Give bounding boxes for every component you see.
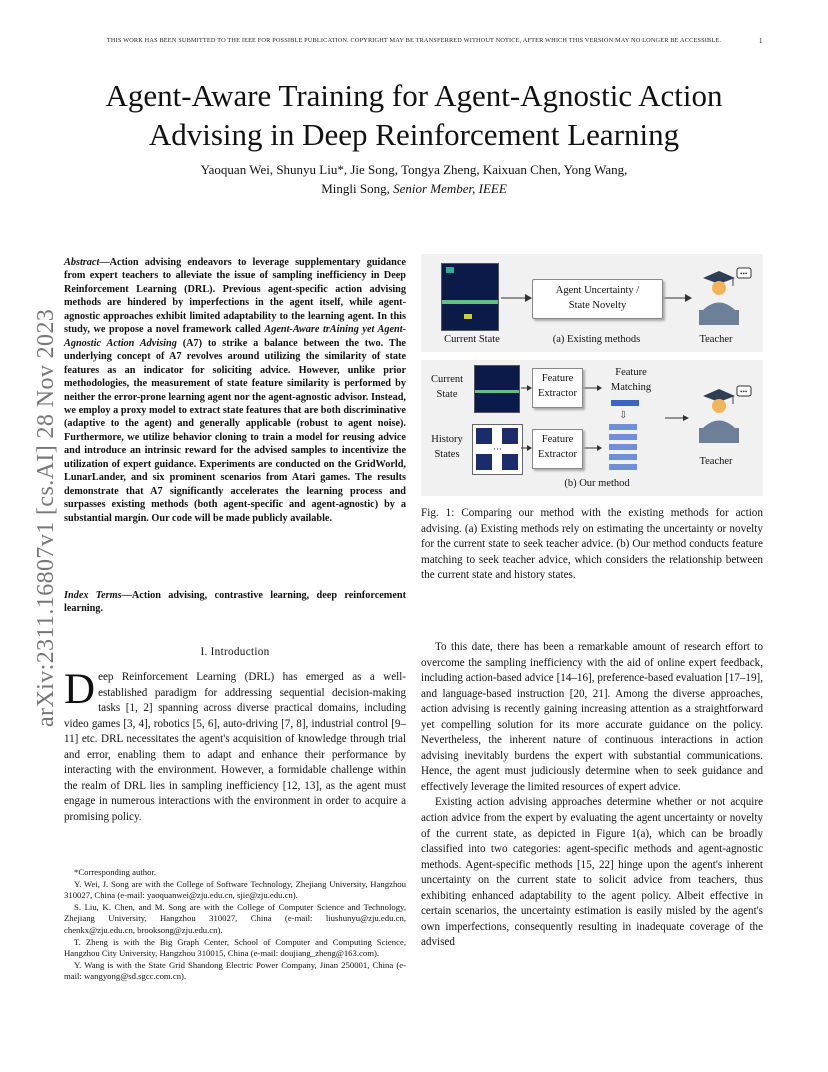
feature-extractor-box-2 (532, 429, 583, 469)
history-label-1: History (431, 434, 463, 445)
index-terms-text: —Action advising, contrastive learning, deep reinforcement learning. (64, 590, 407, 615)
figure-panel-existing (421, 254, 763, 352)
extractor-label-2: Extractor (537, 388, 578, 399)
drop-cap: D (64, 666, 96, 713)
intro-text: eep Reinforcement Learning (DRL) has emerged as a well-established paradigm for addressing sequential decision-making tasks [1, 2] spanning across diverse practical domains, including video games [3, 4], robotics [5, 6], auto-driving [7, 8], industrial control [9–11] etc. DRL necessitates the agent's acquisition of knowledge through trial and error, enabling them to adapt and enhance their performance by interacting with the environment. However, a formidable challenge within the realm of DRL lies in sampling inefficiency [12, 13], as the agent must engage in numerous interactions with the environment in order to acquire a promising policy. (64, 671, 406, 823)
feature-extractor-box-1 (532, 368, 583, 408)
title-line-1: Agent-Aware Training for Agent-Agnostic Action (105, 78, 723, 113)
extractor-label-2: Extractor (537, 449, 578, 460)
extractor-label-1: Feature (541, 373, 574, 384)
box-line-2: State Novelty (568, 300, 627, 311)
matching-label-2: Matching (610, 382, 652, 393)
figure-panel-ours (421, 360, 763, 496)
current-state-label: Current State (444, 334, 500, 345)
figure-caption: Fig. 1: Comparing our method with the existing methods for action advising. (a) Existing methods rely on estimating the uncertainty or novelty for the current state to seek teacher advice. (b) Our method conducts feature matching to seek teacher advice, which considers the relationship between the current state and history states. (421, 507, 763, 582)
matching-label-1: Feature (615, 367, 647, 378)
teacher-icon (693, 384, 748, 444)
figure-1 (421, 254, 763, 496)
framework-name: Agent-Aware trAining yet Agent-Agnostic Action Advising (64, 324, 407, 349)
paragraph: To this date, there has been a remarkable amount of research effort to overcome the sampling inefficiency with the aid of online expert feedback, including action-based advice [14–16], preference-based evaluation [17–19], and language-based instruction [20, 21]. Among the diverse approaches, action advising is recently gaining increasing attention as a straightforward yet compelling solution for its more accurate guidance on the policy. Nevertheless, the inherent nature of continuous interactions in action advising inevitably burdens the expert with substantial communications. Hence, the agent must judiciously determine when to seek guidance and effectively leverage the limited resources of expert advice. (421, 641, 763, 793)
authors-line-2: Mingli Song, (321, 181, 394, 196)
abstract (64, 256, 406, 525)
current-label-2: State (436, 389, 458, 400)
uncertainty-box (532, 279, 663, 319)
abstract-text-2: (A7) to strike a balance between the two. The underlying concept of A7 revolves around utilizing the similarity of state features as an indicator for soliciting advice. However, unlike prior methodologies, the measurement of state feature similarity is performed by neither the error-prone learning agent nor the agent-agnostic advisor. Instead, we employ a proxy model to extract state features that are both discriminative (adaptive to the agent) and generally applicable (robust to agent noise). Furthermore, we utilize behavior cloning to train a model for reusing advice and introduce an intrinsic reward for the advised samples to incentivize the utilization of expert guidance. Experiments are conducted on the GridWorld, LunarLander, and six prominent scenarios from Atari games. The results demonstrate that A7 significantly accelerates the learning process and surpasses existing methods (both agent-specific and agent-agnostic) by a substantial margin. Our code will be made publicly available. (64, 337, 406, 524)
index-terms (64, 589, 406, 616)
extractor-label-1: Feature (541, 434, 574, 445)
authors-role: Senior Member, IEEE (393, 181, 507, 196)
footnote: Y. Wei, J. Song are with the College of Software Technology, Zhejiang University, Hangzhou 310027, China (e-mail: yaoquanwei@zju.edu.cn, sjie@zju.edu.cn). (64, 878, 406, 901)
svg-text:•••: ••• (740, 270, 748, 278)
svg-text:•••: ••• (740, 388, 748, 396)
section-heading: I. Introduction (200, 646, 270, 658)
title-line-2: Advising in Deep Reinforcement Learning (148, 117, 680, 152)
svg-text:⇩: ⇩ (619, 410, 628, 421)
teacher-icon (693, 266, 748, 326)
authors-line-1: Yaoquan Wei, Shunyu Liu*, Jie Song, Tongya Zheng, Kaixuan Chen, Yong Wang, (200, 162, 628, 177)
paper-title (40, 76, 788, 154)
history-states-grid: ··· (472, 424, 523, 475)
subcaption-b: (b) Our method (564, 478, 630, 489)
publication-notice: THIS WORK HAS BEEN SUBMITTED TO THE IEEE FOR POSSIBLE PUBLICATION. COPYRIGHT MAY BE TRANSFERRED WITHOUT NOTICE, AFTER WHICH THIS VERSION MAY NO LONGER BE ACCESSIBLE. (106, 37, 722, 44)
arxiv-stamp: arXiv:2311.16807v1 [cs.AI] 28 Nov 2023 (33, 308, 59, 727)
abstract-label: Abstract (64, 257, 100, 268)
feature-vectors-icon (607, 400, 657, 480)
box-line-1: Agent Uncertainty / (555, 285, 640, 296)
footnote: S. Liu, K. Chen, and M. Song are with the College of Computer Science and Technology, Zhejiang University, Hangzhou 310027, China (e-mail: liushunyu@zju.edu.cn, chenkx@zju.edu.cn, brooksong@zju.edu.cn). (64, 901, 406, 935)
abstract-text: —Action advising endeavors to leverage supplementary guidance from expert teachers to alleviate the issue of sampling inefficiency in Deep Reinforcement Learning (DRL). Previous agent-specific action advising methods are hindered by imperfections in the agent itself, while agent-agnostic approaches exhibit limited adaptability to the learning agent. In this study, we propose a novel framework called (64, 257, 406, 336)
footnote: T. Zheng is with the Big Graph Center, School of Computer and Computing Science, Hangzhou City University, Hangzhou 310015, China (e-mail: doujiang_zheng@163.com). (64, 936, 406, 959)
introduction-paragraph (64, 666, 406, 825)
page-number: 1 (759, 37, 763, 45)
history-label-2: States (434, 449, 460, 460)
footnotes (64, 867, 406, 983)
teacher-label-2: Teacher (699, 456, 733, 467)
footnote: *Corresponding author. (74, 867, 157, 877)
current-label-1: Current (430, 374, 464, 385)
author-list (80, 160, 748, 198)
right-column-text (421, 640, 763, 951)
teacher-label: Teacher (699, 334, 733, 345)
index-terms-label: Index Terms (64, 590, 122, 601)
subcaption-a: (a) Existing methods (552, 334, 641, 345)
paragraph: Existing action advising approaches determine whether or not acquire action advice from the expert by evaluating the agent uncertainty or novelty of the current state, as depicted in Figure 1(a), which can be broadly classified into two categories: agent-specific methods and agent-agnostic methods. Agent-specific methods [15, 22] hinge upon the agent's inherent uncertainty on the current state to solicit advice from teachers, thus exhibiting enhanced adaptability to the agent policy. Albeit effective in certain scenarios, the uncertainty estimation is easily misled by the agent's own imperfections, consequently resulting in inadequate coverage of the advised (421, 796, 763, 949)
footnote: Y. Wang is with the State Grid Shandong Electric Power Company, Jinan 250001, China (e-mail: wangyong@sd.sgcc.com.cn). (64, 959, 406, 982)
